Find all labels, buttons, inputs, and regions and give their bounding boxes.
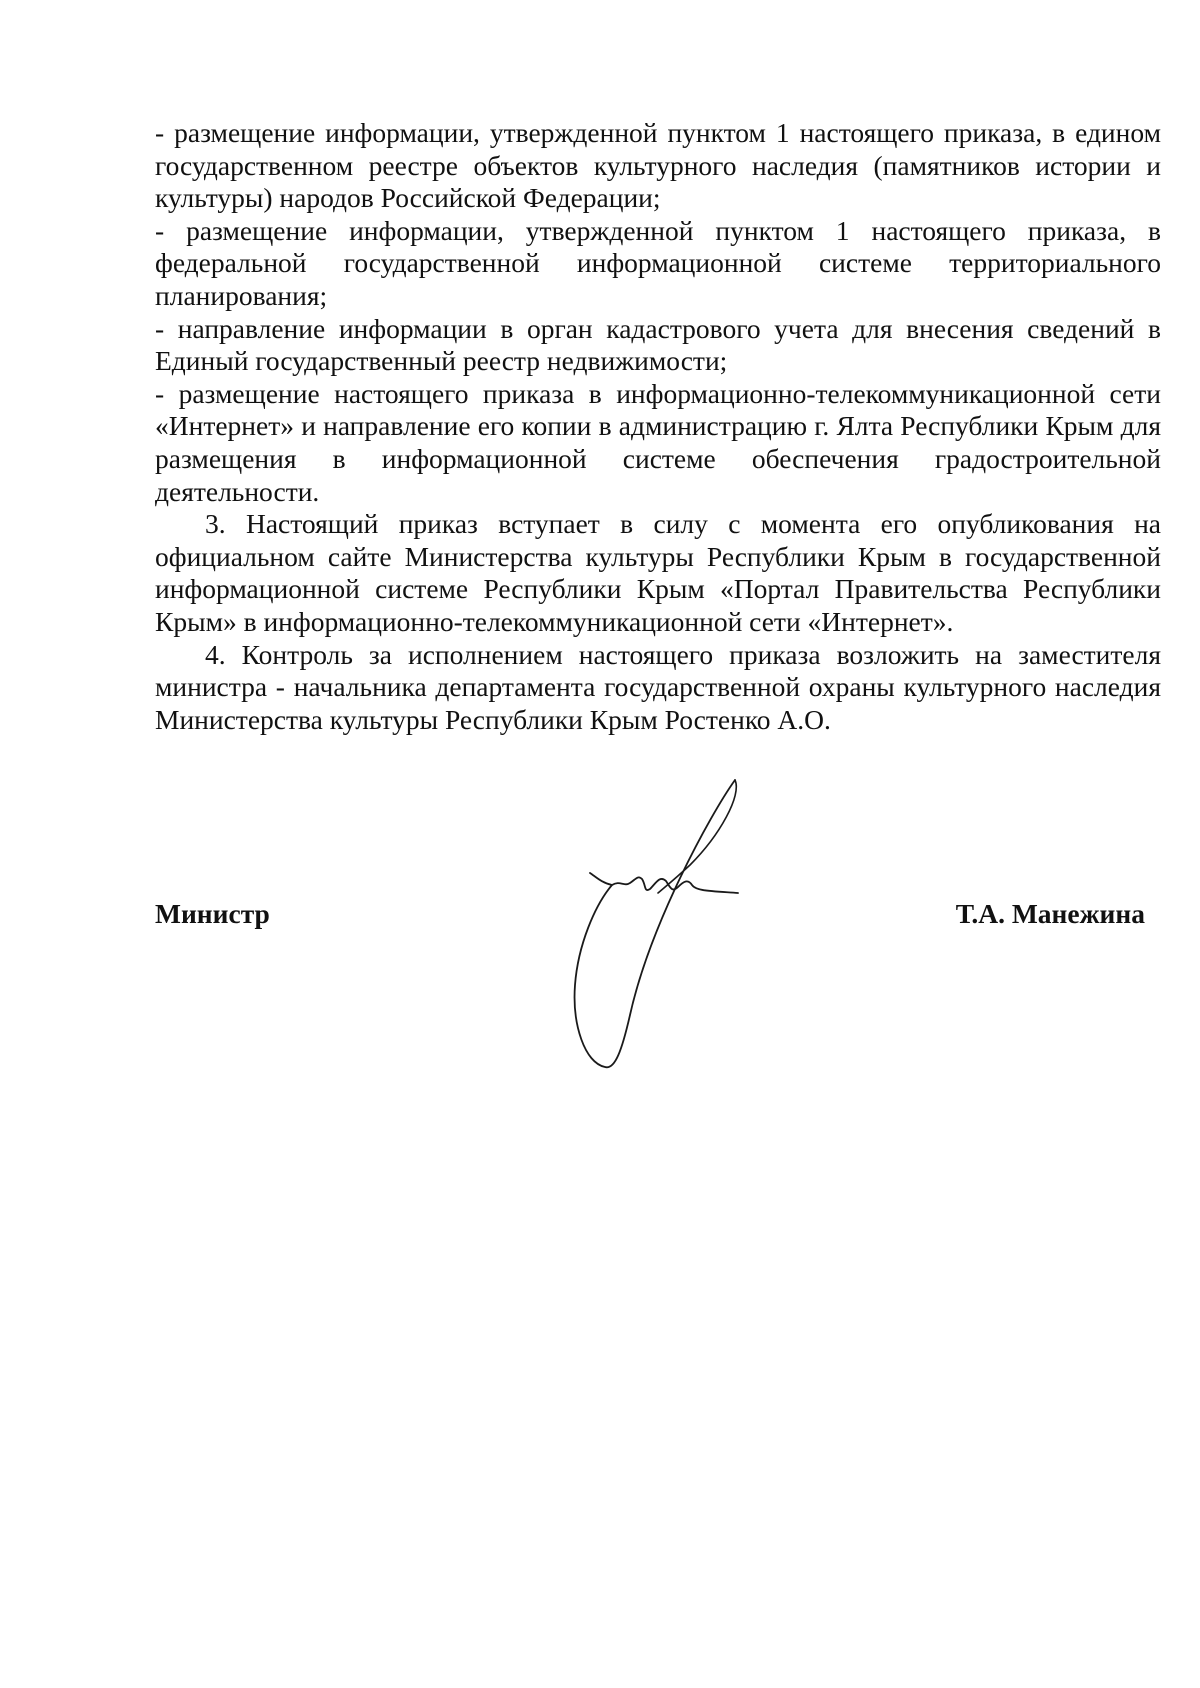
list-item: - размещение информации, утвержденной пунктом 1 настоящего приказа, в едином государственном реестре объектов культурного наследия (памятников истории и культуры) народов Российской Федерации; xyxy=(155,117,1161,214)
signature-block xyxy=(155,898,1145,938)
signatory-name: Т.А. Манежина xyxy=(955,898,1145,929)
list-item: - размещение настоящего приказа в информационно-телекоммуникационной сети «Интернет» и направление его копии в администрацию г. Ялта Республики Крым для размещения в информационной системе обеспечения градостроительной деятельности. xyxy=(155,377,1161,507)
list-item: - направление информации в орган кадастрового учета для внесения сведений в Единый государственный реестр недвижимости; xyxy=(155,312,1161,377)
document-body xyxy=(155,117,1161,736)
numbered-paragraph: 4. Контроль за исполнением настоящего приказа возложить на заместителя министра - начальника департамента государственной охраны культурного наследия Министерства культуры Республики Крым Ростенко А.О. xyxy=(155,638,1161,735)
list-item: - размещение информации, утвержденной пунктом 1 настоящего приказа, в федеральной государственной информационной системе территориального планирования; xyxy=(155,214,1161,311)
numbered-paragraph: 3. Настоящий приказ вступает в силу с момента его опубликования на официальном сайте Министерства культуры Республики Крым в государственной информационной системе Республики Крым «Портал Правительства Республики Крым» в информационно-телекоммуникационной сети «Интернет». xyxy=(155,508,1161,637)
signatory-title: Министр xyxy=(155,898,270,929)
